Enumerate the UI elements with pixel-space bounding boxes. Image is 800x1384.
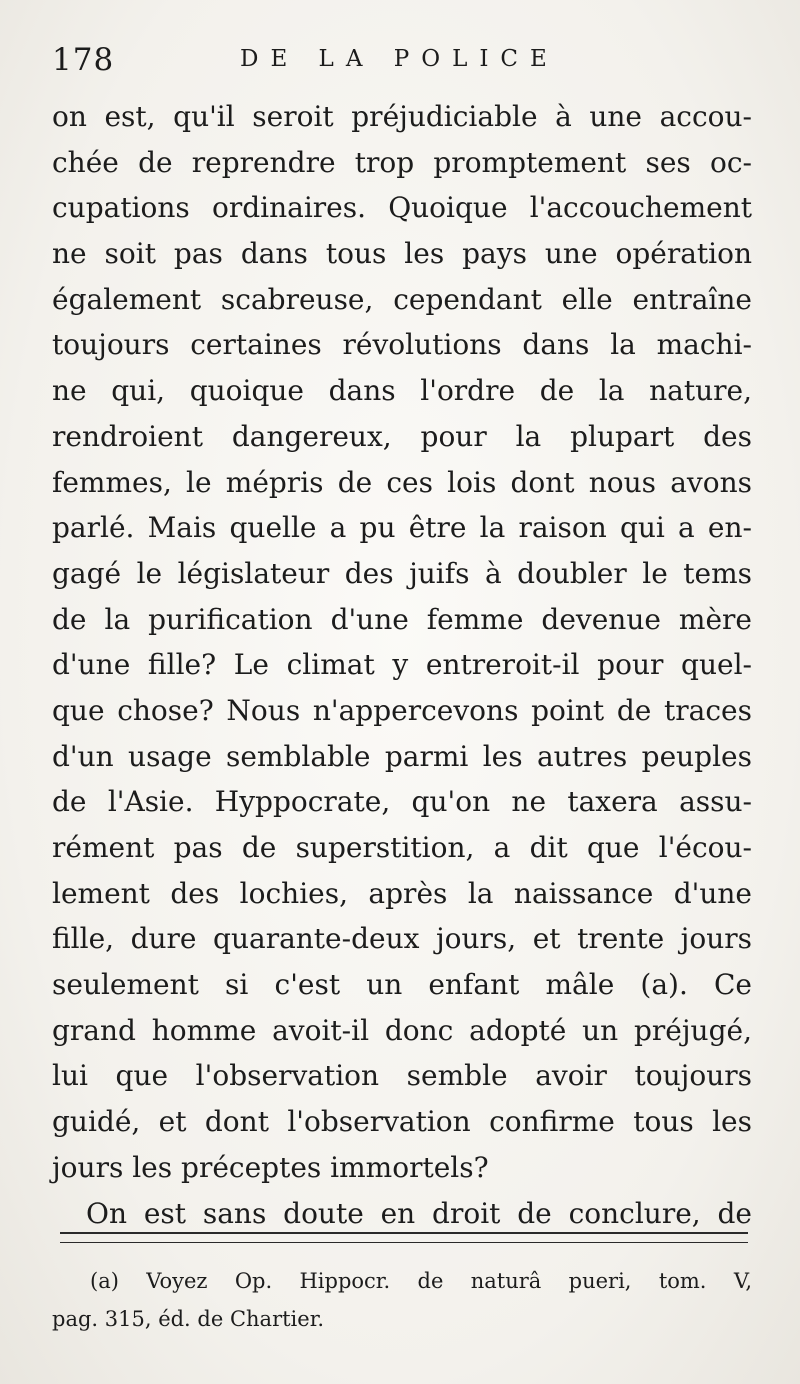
text-line: gagé le législateur des juifs à doubler le tems <box>52 556 752 590</box>
text-line: chée de reprendre trop promptement ses oc- <box>52 145 752 179</box>
text-line: fille, dure quarante-deux jours, et trente jours <box>52 922 752 956</box>
text-line: ne qui, quoique dans l'ordre de la nature, <box>52 374 752 408</box>
running-head <box>52 42 760 92</box>
footnotes <box>52 1262 752 1338</box>
text-line: de la purification d'une femme devenue mère <box>52 602 752 636</box>
text-line: que chose? Nous n'appercevons point de traces <box>52 693 752 727</box>
running-title: DE LA POLICE <box>240 46 559 72</box>
text-line: seulement si c'est un enfant mâle (a). Ce <box>52 968 752 1002</box>
text-line: cupations ordinaires. Quoique l'accouchement <box>52 191 752 225</box>
text-line: On est sans doute en droit de conclure, de <box>86 1196 752 1230</box>
text-line: d'un usage semblable parmi les autres peuples <box>52 739 752 773</box>
text-line: également scabreuse, cependant elle entraîne <box>52 282 752 316</box>
footnote-line: (a) Voyez Op. Hippocr. de naturâ pueri, tom. V, <box>90 1269 752 1293</box>
text-line: toujours certaines révolutions dans la machi- <box>52 328 752 362</box>
text-line: parlé. Mais quelle a pu être la raison qui a en- <box>52 511 752 545</box>
page-number: 178 <box>52 42 115 78</box>
text-line: lui que l'observation semble avoir toujours <box>52 1059 752 1093</box>
footnote-line: pag. 315, éd. de Chartier. <box>52 1307 325 1331</box>
body-text <box>52 94 752 1236</box>
text-line: lement des lochies, après la naissance d'une <box>52 876 752 910</box>
text-line: ne soit pas dans tous les pays une opération <box>52 237 752 271</box>
text-line: de l'Asie. Hyppocrate, qu'on ne taxera assu- <box>52 785 752 819</box>
text-line: jours les préceptes immortels? <box>52 1150 489 1184</box>
text-line: rendroient dangereux, pour la plupart des <box>52 419 752 453</box>
text-line: rément pas de superstition, a dit que l'écou- <box>52 831 752 864</box>
text-line: d'une fille? Le climat y entreroit-il pour quel- <box>52 648 752 682</box>
footnote-rule <box>60 1232 748 1234</box>
text-line: grand homme avoit-il donc adopté un préjugé, <box>52 1013 752 1047</box>
footnote-rule-thin <box>60 1242 748 1243</box>
text-line: on est, qu'il seroit préjudiciable à une accou- <box>52 100 752 133</box>
text-line: femmes, le mépris de ces lois dont nous avons <box>52 465 752 499</box>
text-line: guidé, et dont l'observation confirme tous les <box>52 1105 752 1139</box>
